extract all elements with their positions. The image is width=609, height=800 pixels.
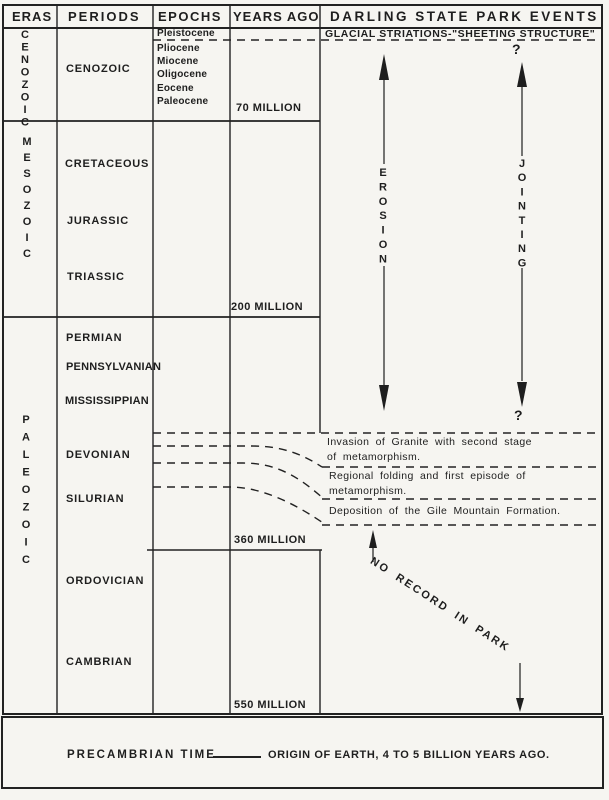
question-mark-bottom: ? [514, 407, 523, 423]
epoch-miocene: Miocene [157, 56, 199, 67]
event-regional-line1: Regional folding and first episode of [329, 470, 526, 482]
boundary-swoop-2 [153, 463, 324, 499]
period-silurian: SILURIAN [66, 493, 125, 505]
epoch-paleocene: Paleocene [157, 96, 209, 107]
period-cambrian: CAMBRIAN [66, 656, 133, 668]
event-erosion-label: EROSION [377, 167, 389, 268]
epoch-pliocene: Pliocene [157, 43, 200, 54]
header-eras: ERAS [12, 9, 53, 24]
event-invasion-line2: of metamorphism. [327, 451, 421, 463]
years-70-million: 70 MILLION [236, 102, 302, 114]
period-devonian: DEVONIAN [66, 449, 131, 461]
boundary-swoop-3 [153, 487, 326, 525]
period-pennsylvanian: PENNSYLVANIAN [66, 361, 162, 373]
epoch-oligocene: Oligocene [157, 69, 208, 80]
period-mississippian: MISSISSIPPIAN [65, 395, 149, 407]
years-550-million: 550 MILLION [234, 699, 307, 711]
header-epochs: EPOCHS [158, 9, 222, 24]
era-cenozoic: CENOZOIC [19, 29, 31, 129]
event-glacial-striations: GLACIAL STRIATIONS-"SHEETING STRUCTURE" [325, 28, 596, 40]
era-paleozoic: PALEOZOIC [20, 414, 32, 572]
event-no-record-label: NO RECORD IN PARK [368, 555, 513, 655]
period-permian: PERMIAN [66, 332, 123, 344]
question-mark-top: ? [512, 41, 521, 57]
footer-origin-label: ORIGIN OF EARTH, 4 TO 5 BILLION YEARS AGO. [268, 749, 550, 761]
period-triassic: TRIASSIC [67, 271, 125, 283]
footer-precambrian-label: PRECAMBRIAN TIME [67, 749, 216, 761]
boundary-swoop-1 [153, 446, 322, 467]
epoch-pleistocene: Pleistocene [157, 28, 215, 39]
era-mesozoic: MESOZOIC [21, 136, 33, 264]
period-ordovician: ORDOVICIAN [66, 575, 145, 587]
event-deposition: Deposition of the Gile Mountain Formation. [329, 505, 561, 517]
no-record-arrow [369, 530, 524, 712]
event-invasion-line1: Invasion of Granite with second stage [327, 436, 532, 448]
period-jurassic: JURASSIC [67, 215, 130, 227]
years-360-million: 360 MILLION [234, 534, 307, 546]
period-cretaceous: CRETACEOUS [65, 158, 150, 170]
years-200-million: 200 MILLION [231, 301, 304, 313]
header-events: DARLING STATE PARK EVENTS [330, 9, 599, 24]
header-periods: PERIODS [68, 9, 141, 24]
epoch-eocene: Eocene [157, 83, 194, 94]
event-jointing-label: JOINTING [516, 158, 528, 272]
header-years-ago: YEARS AGO [233, 9, 320, 24]
event-regional-line2: metamorphism. [329, 485, 407, 497]
period-cenozoic: CENOZOIC [66, 63, 131, 75]
